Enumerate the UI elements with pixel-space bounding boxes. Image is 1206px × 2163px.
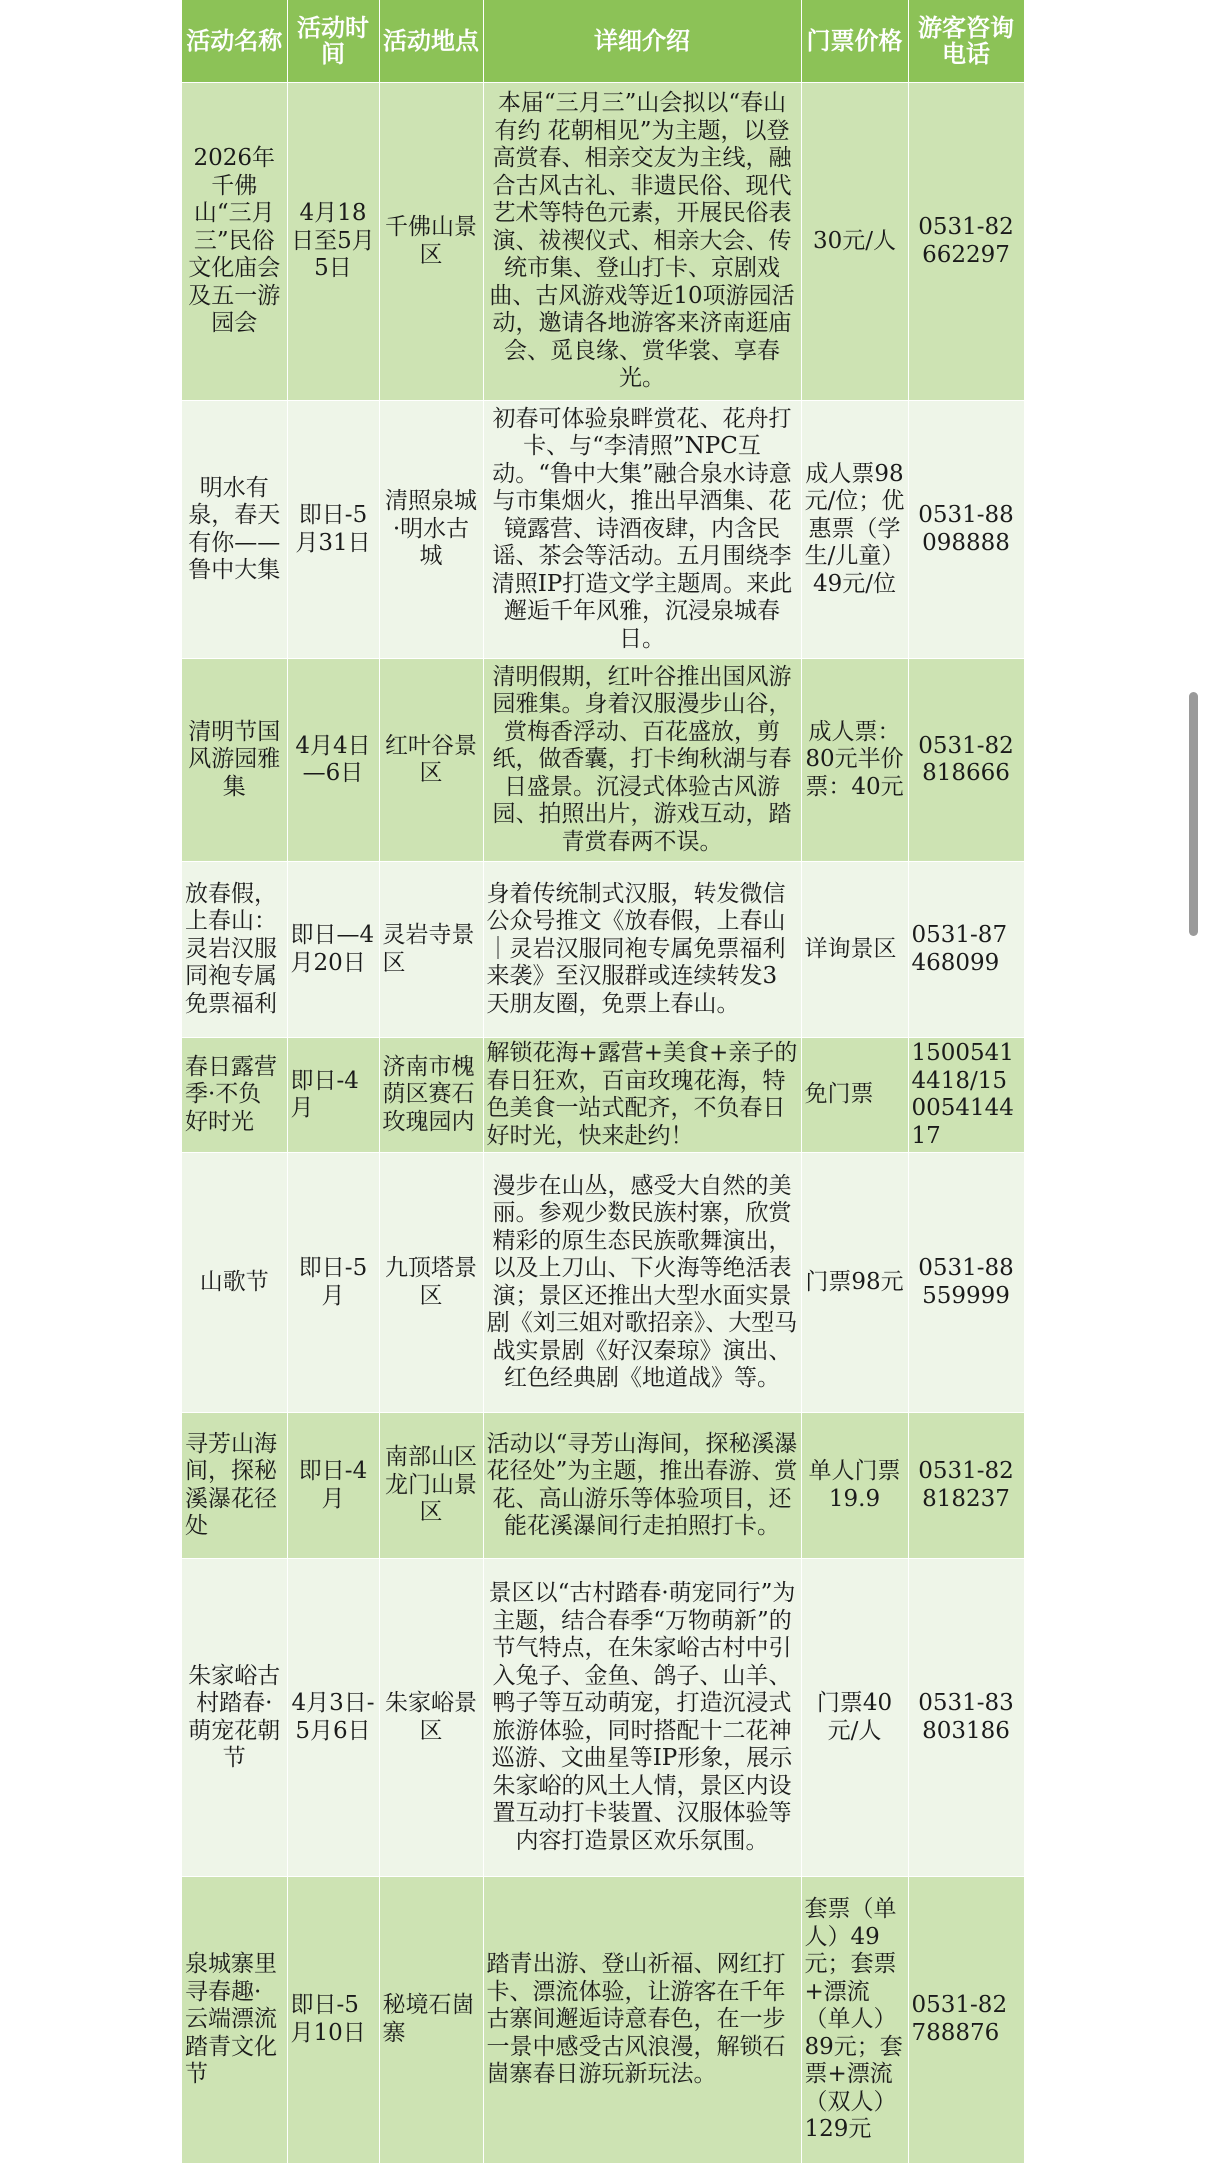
activity-place-cell: 济南市槐荫区赛石玫瑰园内 bbox=[379, 1038, 483, 1153]
ticket-price-cell: 详询景区 bbox=[801, 862, 908, 1038]
activity-place-cell: 灵岩寺景区 bbox=[379, 862, 483, 1038]
activity-name-cell: 泉城寨里寻春趣·云端漂流踏青文化节 bbox=[182, 1877, 287, 2163]
ticket-price-cell: 门票40元/人 bbox=[801, 1559, 908, 1877]
spring-activities-table bbox=[182, 0, 1025, 2163]
activity-time-cell: 即日-5月10日 bbox=[287, 1877, 379, 2163]
table-row bbox=[182, 83, 1024, 401]
column-header-phone: 游客咨询电话 bbox=[908, 0, 1024, 83]
column-header-detail: 详细介绍 bbox=[483, 0, 801, 83]
activity-table-container bbox=[182, 0, 1024, 2163]
column-header-price: 门票价格 bbox=[801, 0, 908, 83]
activity-place-cell: 九顶塔景区 bbox=[379, 1153, 483, 1413]
ticket-price-cell: 单人门票19.9 bbox=[801, 1413, 908, 1559]
activity-time-cell: 即日—4月20日 bbox=[287, 862, 379, 1038]
activity-place-cell: 清照泉城·明水古城 bbox=[379, 401, 483, 659]
activity-place-cell: 千佛山景区 bbox=[379, 83, 483, 401]
contact-phone-cell: 0531-82818666 bbox=[908, 659, 1024, 862]
activity-detail-cell: 解锁花海+露营+美食+亲子的春日狂欢，百亩玫瑰花海，特色美食一站式配齐，不负春日好时光，快来赴约！ bbox=[483, 1038, 801, 1153]
table-row bbox=[182, 1153, 1024, 1413]
column-header-time: 活动时间 bbox=[287, 0, 379, 83]
activity-time-cell: 即日-4月 bbox=[287, 1038, 379, 1153]
vertical-scrollbar[interactable] bbox=[1189, 692, 1198, 936]
activity-time-cell: 4月3日-5月6日 bbox=[287, 1559, 379, 1877]
contact-phone-cell: 0531-82788876 bbox=[908, 1877, 1024, 2163]
contact-phone-cell: 0531-82818237 bbox=[908, 1413, 1024, 1559]
contact-phone-cell: 0531-88098888 bbox=[908, 401, 1024, 659]
column-header-place: 活动地点 bbox=[379, 0, 483, 83]
activity-time-cell: 4月18日至5月5日 bbox=[287, 83, 379, 401]
activity-detail-cell: 清明假期，红叶谷推出国风游园雅集。身着汉服漫步山谷，赏梅香浮动、百花盛放，剪纸，做香囊，打卡绚秋湖与春日盛景。沉浸式体验古风游园、拍照出片，游戏互动，踏青赏春两不误。 bbox=[483, 659, 801, 862]
table-row bbox=[182, 1413, 1024, 1559]
contact-phone-cell: 0531-87468099 bbox=[908, 862, 1024, 1038]
table-row bbox=[182, 1038, 1024, 1153]
activity-name-cell: 山歌节 bbox=[182, 1153, 287, 1413]
activity-name-cell: 放春假，上春山：灵岩汉服同袍专属免票福利 bbox=[182, 862, 287, 1038]
table-row bbox=[182, 862, 1024, 1038]
activity-time-cell: 即日-4月 bbox=[287, 1413, 379, 1559]
activity-detail-cell: 漫步在山丛，感受大自然的美丽。参观少数民族村寨，欣赏精彩的原生态民族歌舞演出，以及上刀山、下火海等绝活表演；景区还推出大型水面实景剧《刘三姐对歌招亲》、大型马战实景剧《好汉秦琼》演出、红色经典剧《地道战》等。 bbox=[483, 1153, 801, 1413]
ticket-price-cell: 套票（单人）49元；套票+漂流（单人）89元；套票+漂流（双人）129元 bbox=[801, 1877, 908, 2163]
activity-detail-cell: 初春可体验泉畔赏花、花舟打卡、与“李清照”NPC互动。“鲁中大集”融合泉水诗意与市集烟火，推出早酒集、花镜露营、诗酒夜肆，内含民谣、茶会等活动。五月围绕李清照IP打造文学主题周。来此邂逅千年风雅，沉浸泉城春日。 bbox=[483, 401, 801, 659]
activity-detail-cell: 本届“三月三”山会拟以“春山有约 花朝相见”为主题，以登高赏春、相亲交友为主线，融合古风古礼、非遗民俗、现代艺术等特色元素，开展民俗表演、祓禊仪式、相亲大会、传统市集、登山打卡、京剧戏曲、古风游戏等近10项游园活动，邀请各地游客来济南逛庙会、觅良缘、赏华裳、享春光。 bbox=[483, 83, 801, 401]
table-row bbox=[182, 1559, 1024, 1877]
activity-name-cell: 朱家峪古村踏春·萌宠花朝节 bbox=[182, 1559, 287, 1877]
ticket-price-cell: 成人票98元/位；优惠票（学生/儿童）49元/位 bbox=[801, 401, 908, 659]
activity-name-cell: 寻芳山海间，探秘溪瀑花径处 bbox=[182, 1413, 287, 1559]
activity-detail-cell: 身着传统制式汉服，转发微信公众号推文《放春假，上春山｜灵岩汉服同袍专属免票福利来袭》至汉服群或连续转发3天朋友圈，免票上春山。 bbox=[483, 862, 801, 1038]
contact-phone-cell: 0531-82662297 bbox=[908, 83, 1024, 401]
activity-time-cell: 即日-5月 bbox=[287, 1153, 379, 1413]
table-row bbox=[182, 1877, 1024, 2163]
activity-detail-cell: 踏青出游、登山祈福、网红打卡、漂流体验，让游客在千年古寨间邂逅诗意春色，在一步一景中感受古风浪漫，解锁石崮寨春日游玩新玩法。 bbox=[483, 1877, 801, 2163]
activity-detail-cell: 活动以“寻芳山海间，探秘溪瀑花径处”为主题，推出春游、赏花、高山游乐等体验项目，还能花溪瀑间行走拍照打卡。 bbox=[483, 1413, 801, 1559]
table-header-row bbox=[182, 0, 1024, 83]
activity-place-cell: 朱家峪景区 bbox=[379, 1559, 483, 1877]
contact-phone-cell: 15005414418/15005414417 bbox=[908, 1038, 1024, 1153]
contact-phone-cell: 0531-88559999 bbox=[908, 1153, 1024, 1413]
activity-place-cell: 红叶谷景区 bbox=[379, 659, 483, 862]
activity-name-cell: 清明节国风游园雅集 bbox=[182, 659, 287, 862]
activity-name-cell: 明水有泉，春天有你——鲁中大集 bbox=[182, 401, 287, 659]
table-row bbox=[182, 401, 1024, 659]
column-header-name: 活动名称 bbox=[182, 0, 287, 83]
activity-time-cell: 4月4日—6日 bbox=[287, 659, 379, 862]
activity-name-cell: 2026年千佛山“三月三”民俗文化庙会及五一游园会 bbox=[182, 83, 287, 401]
ticket-price-cell: 30元/人 bbox=[801, 83, 908, 401]
contact-phone-cell: 0531-83803186 bbox=[908, 1559, 1024, 1877]
activity-place-cell: 南部山区龙门山景区 bbox=[379, 1413, 483, 1559]
ticket-price-cell: 门票98元 bbox=[801, 1153, 908, 1413]
activity-name-cell: 春日露营季·不负好时光 bbox=[182, 1038, 287, 1153]
activity-time-cell: 即日-5月31日 bbox=[287, 401, 379, 659]
activity-detail-cell: 景区以“古村踏春·萌宠同行”为主题，结合春季“万物萌新”的节气特点，在朱家峪古村中引入兔子、金鱼、鸽子、山羊、鸭子等互动萌宠，打造沉浸式旅游体验，同时搭配十二花神巡游、文曲星等IP形象，展示朱家峪的风土人情，景区内设置互动打卡装置、汉服体验等内容打造景区欢乐氛围。 bbox=[483, 1559, 801, 1877]
activity-place-cell: 秘境石崮寨 bbox=[379, 1877, 483, 2163]
ticket-price-cell: 免门票 bbox=[801, 1038, 908, 1153]
table-row bbox=[182, 659, 1024, 862]
ticket-price-cell: 成人票：80元半价票：40元 bbox=[801, 659, 908, 862]
